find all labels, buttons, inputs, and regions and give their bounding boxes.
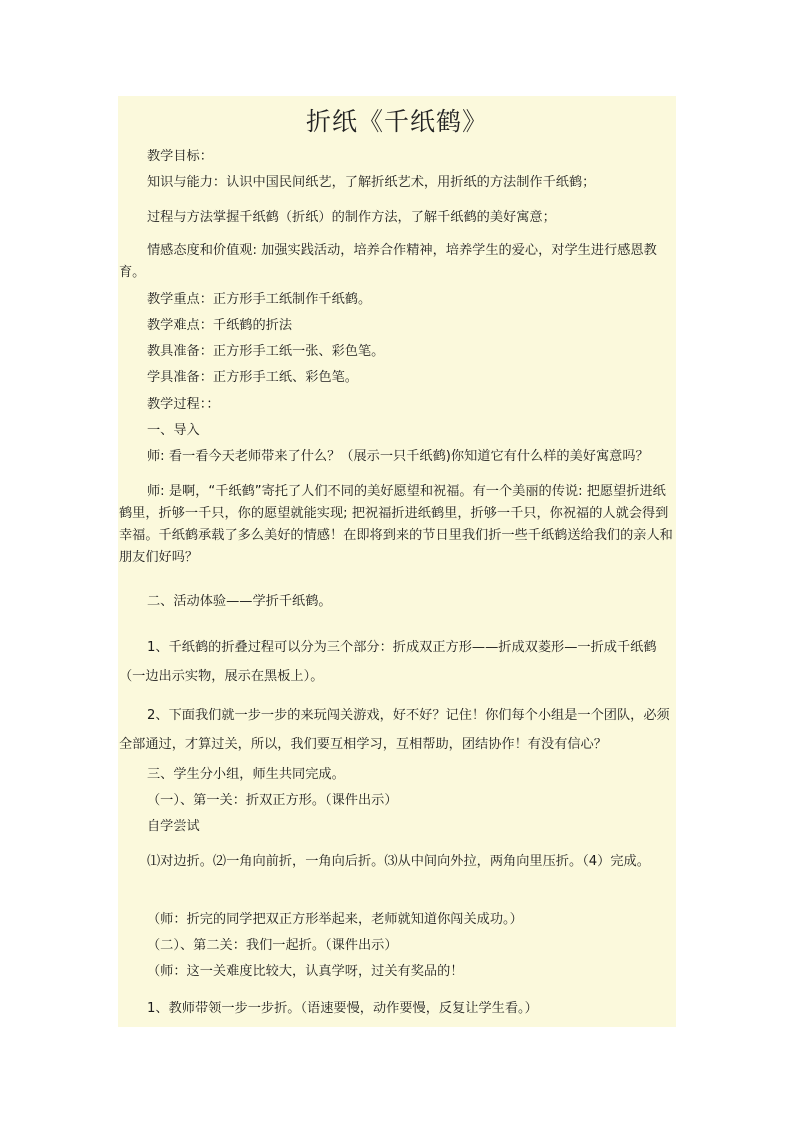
text-line: 教学目标：	[147, 149, 213, 164]
text-line: （二）、第二关：我们一起折。（课件出示）	[147, 938, 398, 953]
text-line: （师：这一关难度比较大，认真学呀，过关有奖品的！	[147, 964, 464, 979]
text-line: 二、活动体验——学折千纸鹤。	[147, 594, 332, 609]
text-paragraph: 2、下面我们就一步一步的来玩闯关游戏，好不好？记住！你们每个小组是一个团队，必须全部通过，才算过关，所以，我们要互相学习，互相帮助，团结协作！有没有信心？	[119, 708, 670, 752]
text-paragraph: 情感态度和价值观: 加强实践活动，培养合作精神，培养学生的爱心，对学生进行感恩教育。	[119, 243, 657, 280]
text-line: 过程与方法掌握千纸鹤（折纸）的制作方法，了解千纸鹤的美好寓意；	[147, 210, 556, 225]
text-line: （一）、第一关：折双正方形。（课件出示）	[147, 793, 398, 808]
text-line: 学具准备：正方形手工纸、彩色笔。	[147, 370, 358, 385]
text-line: 1、教师带领一步一步折。（语速要慢，动作要慢，反复让学生看。）	[147, 1001, 538, 1016]
document-title: 折纸《千纸鹤》	[305, 107, 488, 136]
text-line: 教学过程：：	[147, 397, 220, 412]
text-line: 师: 看一看今天老师带来了什么？（展示一只千纸鹤)你知道它有什么样的美好寓意吗？	[147, 449, 649, 464]
text-paragraph: ⑴对边折。⑵一角向前折，一角向后折。⑶从中间向外拉，两角向里压折。（4）完成。	[147, 854, 650, 869]
text-line: （师：折完的同学把双正方形举起来，老师就知道你闯关成功。）	[147, 912, 523, 927]
text-line: 三、学生分小组，师生共同完成。	[147, 767, 345, 782]
text-line: 教学难点：千纸鹤的折法	[147, 318, 293, 333]
text-line: 自学尝试	[147, 819, 200, 834]
text-paragraph: 师: 是啊，“千纸鹤”寄托了人们不同的美好愿望和祝福。有一个美丽的传说: 把愿望折进纸鹤里，折够一千只，你的愿望就能实现; 把祝福折进纸鹤里，折够一千只，你祝福的人就会得到幸福。千纸鹤承载了多么美好的情感！在即将到来的节日里我们折一些千纸鹤送给我们的亲人和朋友们好吗？	[119, 484, 673, 565]
text-line: 知识与能力：认识中国民间纸艺，了解折纸艺术，用折纸的方法制作千纸鹤；	[147, 175, 596, 190]
document-page	[118, 96, 676, 1027]
text-paragraph: 1、千纸鹤的折叠过程可以分为三个部分：折成双正方形——折成双菱形—一折成千纸鹤（一边出示实物，展示在黑板上）。	[119, 640, 657, 684]
text-line: 一、导入	[147, 423, 200, 438]
text-line: 教具准备：正方形手工纸一张、彩色笔。	[147, 344, 385, 359]
text-line: 教学重点：正方形手工纸制作千纸鹤。	[147, 292, 372, 307]
